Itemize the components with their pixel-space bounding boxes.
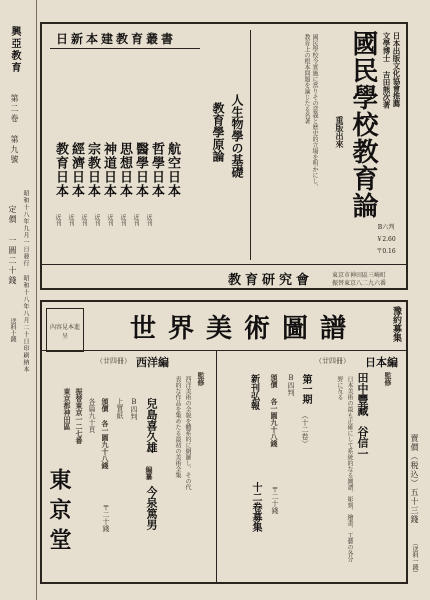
- japan-volumes: （廿四冊）: [315, 357, 350, 365]
- series-header: 日新本建教育叢書: [56, 32, 177, 46]
- series-status-row: [54, 214, 151, 226]
- series-item: 神道日本: [101, 142, 116, 198]
- western-price-label: 頒價: [101, 398, 110, 412]
- japan-supervisor-1: 田中豐藏: [356, 372, 369, 416]
- western-supervisor-2: 今泉篤男: [145, 486, 158, 530]
- japan-price: 各一圓九十八錢: [270, 398, 279, 447]
- japan-edition-label: 日本編: [365, 356, 398, 369]
- western-binding: 上質紙: [116, 398, 124, 419]
- western-pages: 各篇九十頁: [88, 398, 96, 433]
- western-edition-label: 西洋編: [136, 356, 169, 369]
- western-format: B四判: [130, 398, 138, 420]
- book-title: 國民學校教育論: [348, 30, 378, 219]
- series-item: 思想日本: [117, 142, 132, 198]
- sample-text: 內容見本進呈: [49, 324, 80, 340]
- japan-description: 日本美術の最も正確にして系統的なる圖譜、彫刻、繪畫、工藝の各分野に亙る: [336, 376, 353, 562]
- series-book-1: 人生物學の基礎: [230, 94, 244, 178]
- series-status: 近刊: [93, 214, 100, 226]
- reprint-note: 重版出來: [335, 116, 345, 148]
- top-author: 文學博士 吉田熊次著: [382, 32, 391, 109]
- japan-supervisor-2: 谷信一: [356, 426, 369, 459]
- series-status: 近刊: [106, 214, 113, 226]
- japan-format: B四判: [287, 374, 295, 396]
- western-supervisor-label: 監修: [197, 372, 206, 386]
- top-publisher-phone: 振替東京八二九六番: [332, 280, 387, 287]
- reservation-label: 豫約募集: [391, 306, 401, 342]
- spec-price: ￥2.60: [376, 236, 396, 243]
- top-advertisement: [40, 22, 408, 290]
- bottom-advertisement: [40, 300, 408, 584]
- japan-new-issue: 新刊弘報: [249, 374, 259, 410]
- japan-first-issue-detail: （十二卷）: [301, 412, 309, 447]
- issue-number: 第二卷 第九號: [10, 94, 19, 165]
- series-status: 近刊: [132, 214, 139, 226]
- series-list: [54, 142, 179, 198]
- book-description: 國民學校令實施に當りその意義と歴史的立場を明かにし、教育上の根本問題を論じたる名著: [303, 34, 318, 190]
- series-status: 近刊: [67, 214, 74, 226]
- western-volumes: （廿四冊）: [96, 357, 131, 365]
- series-item: 教育日本: [53, 142, 68, 198]
- japan-supervisor-label: 監修: [384, 372, 393, 386]
- series-item: 經濟日本: [69, 142, 84, 198]
- bottom-publisher-address: 東京都神田區: [63, 388, 72, 430]
- spec-format: B六判: [377, 224, 395, 231]
- series-item: 哲學日本: [149, 142, 164, 198]
- western-supervisor-1: 兒島喜久雄: [145, 398, 158, 453]
- margin-postage: 送料十錢: [9, 318, 16, 342]
- series-book-2: 教育學原論: [211, 102, 225, 162]
- left-margin: [0, 0, 37, 600]
- publication-info: 昭和十八年九月一日發行 昭和十八年八月二十日印刷納本: [22, 190, 29, 373]
- series-item: 醫學日本: [133, 142, 148, 198]
- japan-postage: 〒二十錢: [271, 486, 279, 514]
- sale-postage: （送料一錢）: [411, 540, 418, 576]
- series-item: 宗教日本: [85, 142, 100, 198]
- journal-title: 興亞教育: [9, 26, 20, 74]
- top-publisher-address: 東京市神田區三崎町: [332, 272, 387, 279]
- series-status: 近刊: [80, 214, 87, 226]
- series-status: 近刊: [119, 214, 126, 226]
- margin-price: 定價 一圓二十錢: [8, 205, 17, 286]
- japan-price-label: 頒價: [270, 374, 279, 388]
- spec-postage: 〒0.16: [376, 248, 396, 255]
- bottom-publisher-phone: 振替東京一二七番: [75, 388, 84, 444]
- book-specs: [372, 222, 400, 258]
- series-status: 近刊: [54, 214, 61, 226]
- western-description: 西洋美術の全貌を體系的に網羅し、その代表的な作品を集めたる最初の美術全集: [174, 376, 191, 490]
- series-item: 航空日本: [165, 142, 180, 198]
- set-title: 世界美術圖譜: [130, 314, 359, 344]
- japan-collection: 十二卷募集: [250, 482, 261, 532]
- japan-first-issue: 第一期: [300, 374, 311, 404]
- western-price: 各一圓九十八錢: [101, 420, 110, 469]
- bottom-publisher: 東京堂: [46, 468, 72, 558]
- series-status: 近刊: [145, 214, 152, 226]
- western-supervisor-role: 編纂: [145, 466, 154, 480]
- sale-price: 賣價（税込）五十三錢: [410, 434, 419, 524]
- western-postage: 〒二十錢: [102, 504, 110, 532]
- top-publisher: 教育研究會: [228, 273, 314, 288]
- recommendation: 日本出版文化協會推薦: [392, 32, 401, 107]
- sample-stamp: [46, 308, 84, 352]
